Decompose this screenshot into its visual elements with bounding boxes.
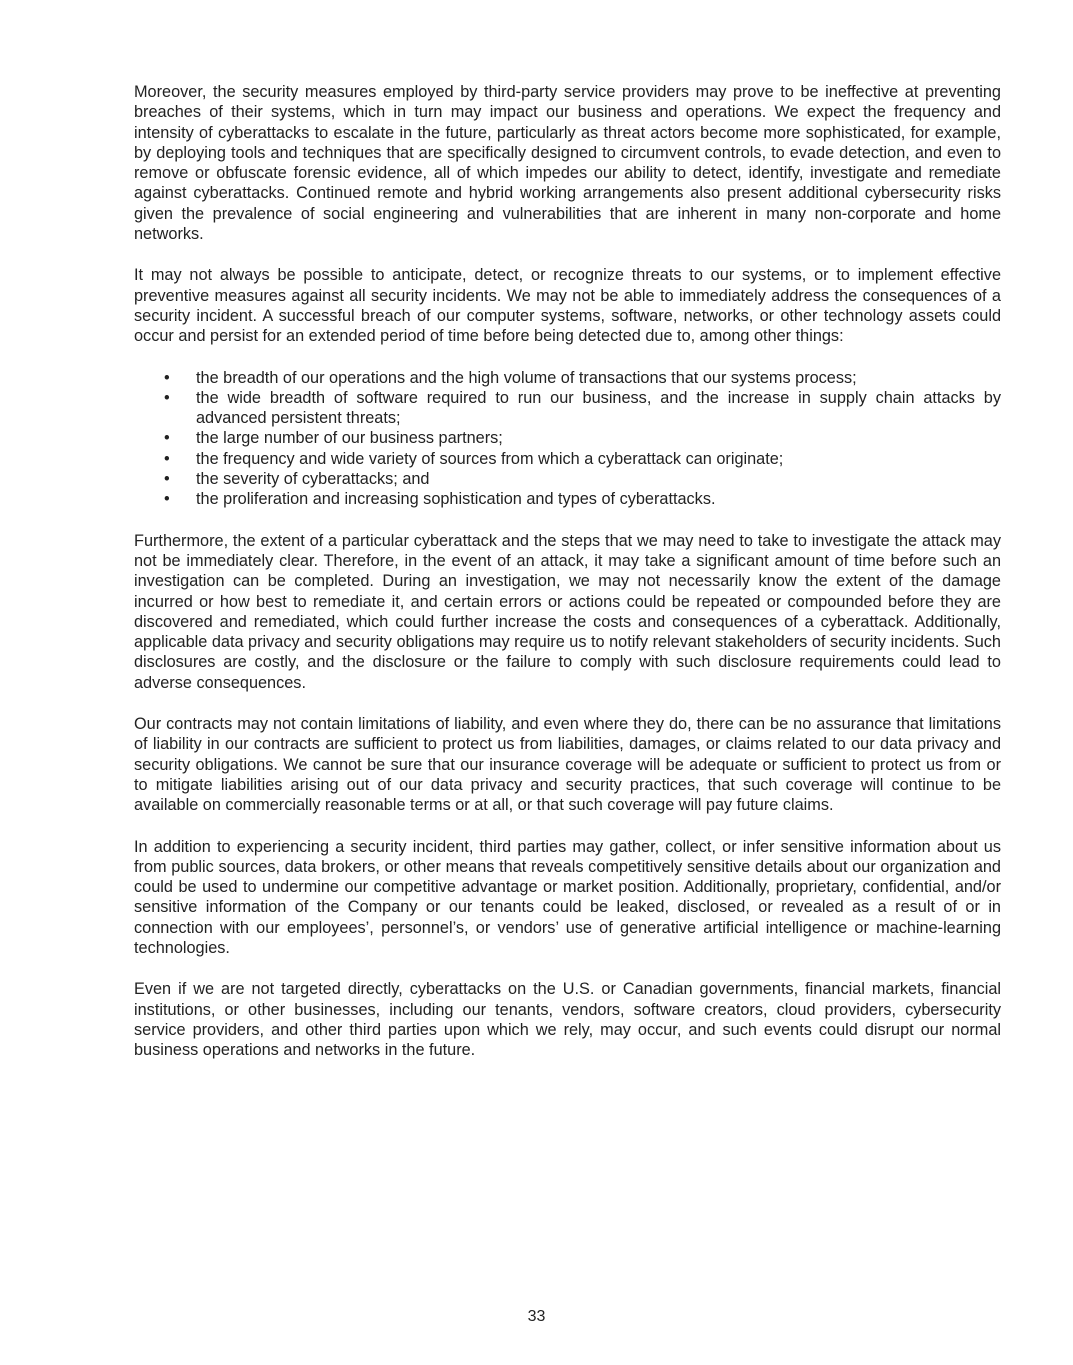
list-item-text: the large number of our business partners; [196, 429, 503, 448]
list-item [134, 469, 1001, 489]
list-item-text: the breadth of our operations and the high volume of transactions that our systems process; [196, 368, 857, 387]
list-item-text: the proliferation and increasing sophistication and types of cyberattacks. [196, 490, 716, 509]
bullet-icon: • [164, 429, 170, 448]
paragraph-threat-detection: It may not always be possible to anticipate, detect, or recognize threats to our systems, or to implement effective preventive measures against all security incidents. We may not be able to immediately address the consequences of a security incident. A successful breach of our computer systems, software, networks, or other technology assets could occur and persist for an extended period of time before being detected due to, among other things: [134, 266, 1001, 346]
bullet-icon: • [164, 470, 170, 489]
list-item-text: the wide breadth of software required to run our business, and the increase in supply chain attacks by advanced persistent threats; [196, 388, 1001, 428]
paragraph-investigation-extent: Furthermore, the extent of a particular cyberattack and the steps that we may need to take to investigate the attack may not be immediately clear. Therefore, in the event of an attack, it may take a significant amount of time before such an investigation can be completed. During an investigation, we may not necessarily know the extent of the damage incurred or how best to remediate it, and certain errors or actions could be repeated or compounded before they are discovered and remediated, which could further increase the costs and consequences of a cyberattack. Additionally, applicable data privacy and security obligations may require us to notify relevant stakeholders of security incidents. Such disclosures are costly, and the disclosure or the failure to comply with such disclosure requirements could lead to adverse consequences. [134, 531, 1001, 692]
list-item [134, 489, 1001, 509]
list-item [134, 388, 1001, 429]
risk-factors-list [134, 368, 1001, 510]
list-item [134, 428, 1001, 448]
list-item-text: the frequency and wide variety of sources from which a cyberattack can originate; [196, 449, 784, 468]
bullet-icon: • [164, 490, 170, 509]
bullet-icon: • [164, 449, 170, 468]
list-item [134, 368, 1001, 388]
paragraph-third-party-security: Moreover, the security measures employed by third-party service providers may prove to be ineffective at preventing breaches of their systems, which in turn may impact our business and operations. We expect the frequency and intensity of cyberattacks to escalate in the future, particularly as threat actors become more sophisticated, for example, by deploying tools and techniques that are specifically designed to circumvent controls, to evade detection, and even to remove or obfuscate forensic evidence, all of which impedes our ability to detect, identify, investigate and remediate against cyberattacks. Continued remote and hybrid working arrangements also present additional cybersecurity risks given the prevalence of social engineering and vulnerabilities that are inherent in many non-corporate and home networks. [134, 83, 1001, 244]
paragraph-liability-limitations: Our contracts may not contain limitations of liability, and even where they do, there can be no assurance that limitations of liability in our contracts are sufficient to protect us from liabilities, damages, or claims related to our data privacy and security obligations. We cannot be sure that our insurance coverage will be adequate or sufficient to protect us from or to mitigate liabilities arising out of our data privacy and security practices, that such coverage will continue to be available on commercially reasonable terms or at all, or that such coverage will pay future claims. [134, 715, 1001, 815]
paragraph-third-party-information: In addition to experiencing a security incident, third parties may gather, collect, or infer sensitive information about us from public sources, data brokers, or other means that reveals competitively sensitive details about our organization and could be used to undermine our competitive advantage or market position. Additionally, proprietary, confidential, and/or sensitive information of the Company or our tenants could be leaked, disclosed, or revealed as a result of or in connection with our employees’, personnel’s, or vendors’ use of generative artificial intelligence or machine-learning technologies. [134, 837, 1001, 957]
bullet-icon: • [164, 368, 170, 387]
list-item-text: the severity of cyberattacks; and [196, 470, 430, 489]
document-page [134, 82, 1001, 1081]
bullet-icon: • [164, 388, 170, 407]
list-item [134, 449, 1001, 469]
page-number: 33 [527, 1308, 546, 1325]
paragraph-indirect-cyberattacks: Even if we are not targeted directly, cyberattacks on the U.S. or Canadian governments, financial markets, financial institutions, or other businesses, including our tenants, vendors, software creators, cloud providers, cybersecurity service providers, and other third parties upon which we rely, may occur, and such events could disrupt our normal business operations and networks in the future. [134, 980, 1001, 1060]
